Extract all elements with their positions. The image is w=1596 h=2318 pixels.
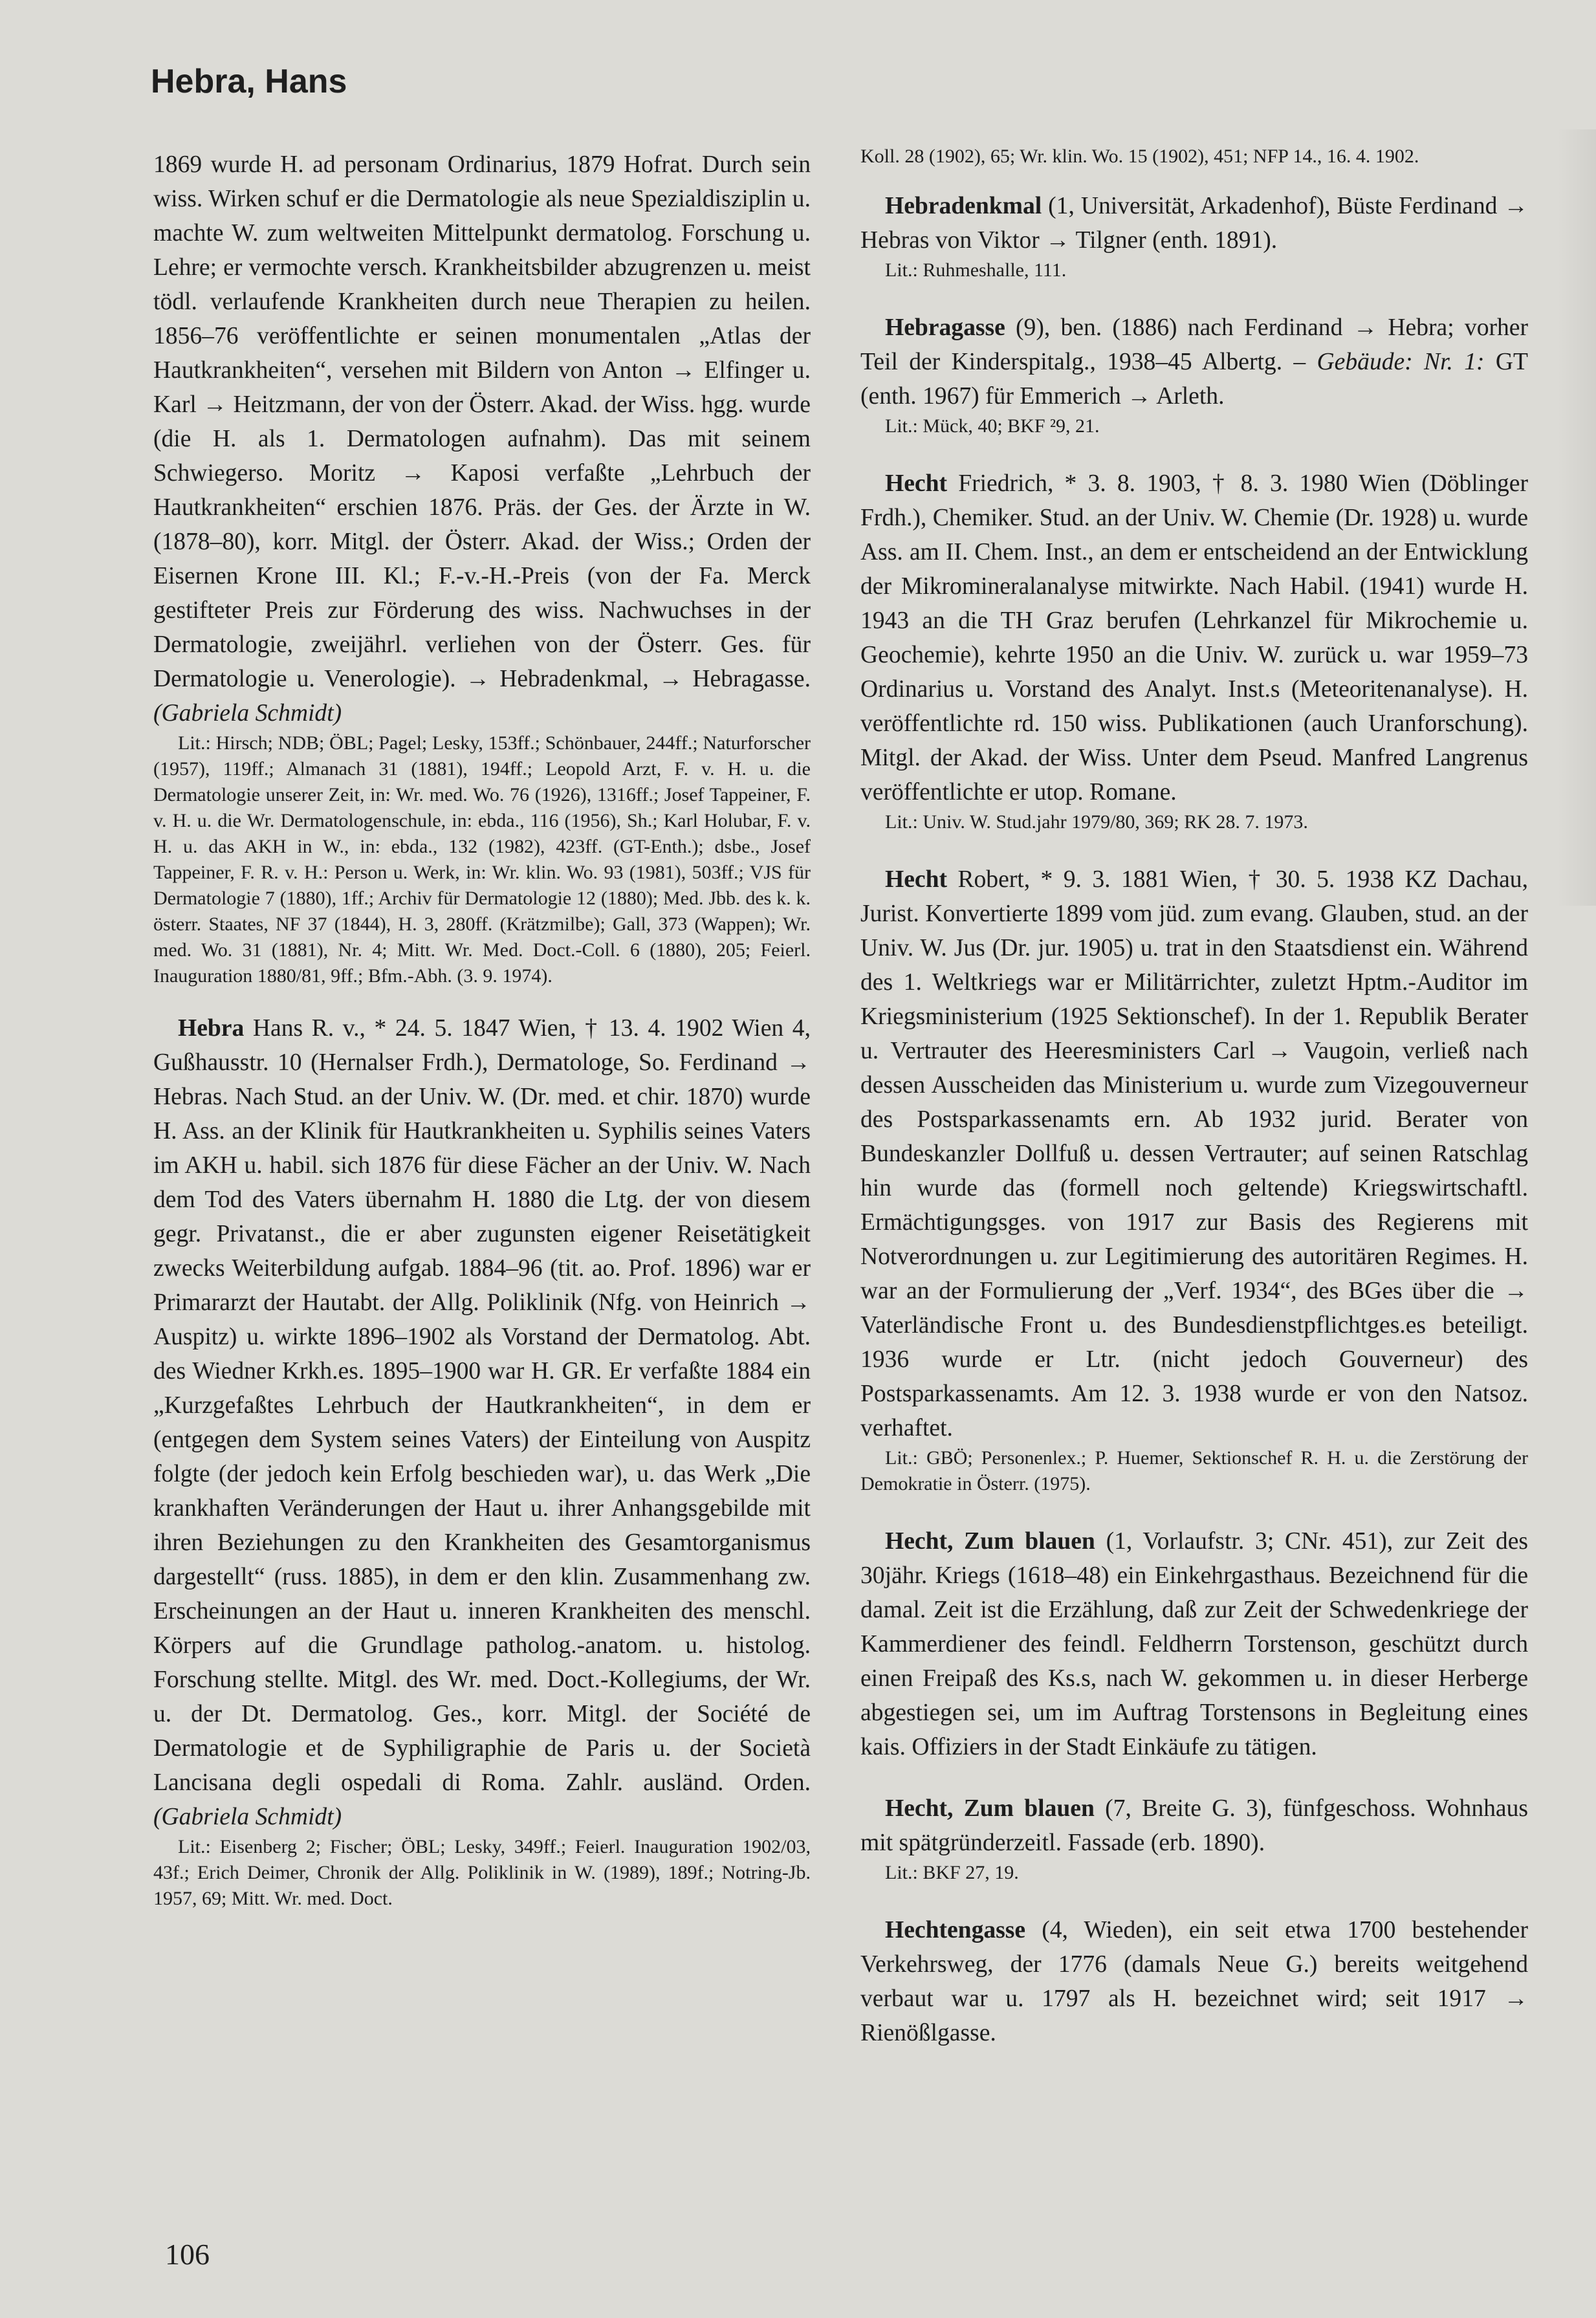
entry-hecht-zum-blauen-1: [860, 1524, 1528, 1764]
entry-hecht-zum-blauen-7: [860, 1791, 1528, 1886]
entry-text: Hecht, Zum blauen (7, Breite G. 3), fünfgeschoss. Wohnhaus mit spätgründerzeitl. Fassade (erb. 1890).: [860, 1795, 1528, 1856]
headword: Hecht: [885, 470, 948, 497]
literature-list: Lit.: Hirsch; NDB; ÖBL; Pagel; Lesky, 153ff.; Schönbauer, 244ff.; Naturforscher (1957), 119ff.; Almanach 31 (1881), 194ff.; Leopold Arzt, F. v. H. u. die Dermatologie unserer Zeit, in: Wr. med. Wo. 76 (1926), 1316ff.; Josef Tappeiner, F. v. H. u. die Wr. Dermatologenschule, in: ebda., 116 (1956), Sh.; Karl Holubar, F. v. H. u. das AKH in W., in: ebda., 132 (1982), 423ff. (GT-Enth.); dsbe., Josef Tappeiner, F. R. v. H.: Person u. Werk, in: Wr. klin. Wo. 93 (1981), 503ff.; VJS für Dermatologie 7 (1880), 1ff.; Archiv für Dermatologie 12 (1880); Med. Jbb. des k. k. österr. Staates, NF 37 (1844), H. 3, 280ff. (Krätzmilbe); Gall, 373 (Wappen); Wr. med. Wo. 31 (1881), Nr. 4; Mitt. Wr. Med. Doct.-Coll. 6 (1880), 205; Feierl. Inauguration 1880/81, 9ff.; Bfm.-Abh. (3. 9. 1974).: [153, 732, 811, 987]
author-credit: (Gabriela Schmidt): [153, 700, 342, 727]
entry-hebragasse: [860, 311, 1528, 439]
lit-label: Lit.:: [178, 732, 211, 754]
entry-text: Hechtengasse (4, Wieden), ein seit etwa 1700 bestehender Verkehrsweg, der 1776 (damals Neue G.) bereits weitgehend verbaut war u. 1797 als H. bezeichnet wird; seit 1917 → Rienößlgasse.: [860, 1917, 1528, 2046]
headword: Hechtengasse: [885, 1917, 1026, 1943]
entry-text: 1869 wurde H. ad personam Ordinarius, 1879 Hofrat. Durch sein wiss. Wirken schuf er die Dermatologie als neue Spezialdisziplin u. machte W. zum weltweiten Mittelpunkt dermatolog. Forschung u. Lehre; er vermochte versch. Krankheitsbilder abzugrenzen u. meist tödl. verlaufende Krankheiten durch neue Therapien zu heilen. 1856–76 veröffentlichte er seinen monumentalen „Atlas der Hautkrankheiten“, versehen mit Bildern von Anton → Elfinger u. Karl → Heitzmann, der von der Österr. Akad. der Wiss. hgg. wurde (die H. als 1. Dermatologen aufnahm). Das mit seinem Schwiegerso. Moritz → Kaposi verfaßte „Lehrbuch der Hautkrankheiten“ erschien 1876. Präs. der Ges. der Ärzte in W. (1878–80), korr. Mitgl. der Österr. Akad. der Wiss.; Orden der Eisernen Krone III. Kl.; F.-v.-H.-Preis (von der Fa. Merck gestifteter Preis zur Förderung des wiss. Nachwuchses in der Dermatologie, zweijährl. verliehen von der Österr. Ges. für Dermatologie u. Venerologie). → Hebradenkmal, → Hebragasse. (Gabriela Schmidt): [153, 151, 811, 727]
entry-hechtengasse: [860, 1913, 1528, 2050]
lit-label: Lit.:: [885, 415, 918, 437]
headword: Hecht, Zum blauen: [885, 1528, 1095, 1555]
literature-list: Lit.: Eisenberg 2; Fischer; ÖBL; Lesky, 349ff.; Feierl. Inauguration 1902/03, 43f.; Erich Deimer, Chronik der Allg. Poliklinik in W. (1989), 189f.; Notring-Jb. 1957, 69; Mitt. Wr. med. Doct.: [153, 1836, 811, 1909]
entry-hebra-hans: [153, 1011, 811, 1912]
lit-label: Lit.:: [178, 1836, 211, 1857]
entry-text: Hecht Friedrich, * 3. 8. 1903, † 8. 3. 1980 Wien (Döblinger Frdh.), Chemiker. Stud. an der Univ. W. Chemie (Dr. 1928) u. wurde Ass. am II. Chem. Inst., an dem er entscheidend an der Entwicklung der Mikromineralanalyse mitwirkte. Nach Habil. (1941) wurde H. 1943 an die TH Graz berufen (Lehrkanzel für Mikrochemie u. Geochemie), kehrte 1950 an die Univ. W. zurück u. war 1959–73 Ordinarius u. Vorstand des Analyt. Inst.s (Meteoritenanalyse). H. veröffentlichte rd. 150 wiss. Publikationen (auch Uranforschung). Mitgl. der Akad. der Wiss. Unter dem Pseud. Manfred Langrenus veröffentlichte er utop. Romane.: [860, 470, 1528, 805]
running-head: Hebra, Hans: [151, 63, 347, 100]
headword: Hebra: [178, 1015, 245, 1042]
entry-hecht-robert: [860, 862, 1528, 1497]
headword: Hebradenkmal: [885, 193, 1042, 219]
entry-text: Hecht Robert, * 9. 3. 1881 Wien, † 30. 5. 1938 KZ Dachau, Jurist. Konvertierte 1899 vom jüd. zum evang. Glauben, stud. an der Univ. W. Jus (Dr. jur. 1905) u. trat in den Staatsdienst ein. Während des 1. Weltkriegs war er Militärrichter, zuletzt Hptm.-Auditor im Kriegsministerium (1925 Sektionschef). In der 1. Republik Berater u. Vertrauter des Heeresministers Carl → Vaugoin, verließ nach dessen Ausscheiden das Ministerium u. wurde zum Vizegouverneur des Postsparkassenamts ern. Ab 1932 jurid. Berater von Bundeskanzler Dollfuß u. dessen Vertrauter; auf seinen Ratschlag hin wurde das (formell noch geltende) Kriegswirtschaftl. Ermächtigungsges. von 1917 zur Basis des Regierens mit Notverordnungen u. zur Legitimierung des autoritären Regimes. H. war an der Formulierung der „Verf. 1934“, des BGes über die → Vaterländische Front u. des Bundesdienstpflichtges.es beteiligt. 1936 wurde er Ltr. (nicht jedoch Gouverneur) des Postsparkassenamts. Am 12. 3. 1938 wurde er von den Natsoz. verhaftet.: [860, 866, 1528, 1441]
entry-hecht-friedrich: [860, 466, 1528, 835]
lit-label: Lit.:: [885, 1862, 918, 1883]
entry-text: Hebra Hans R. v., * 24. 5. 1847 Wien, † 13. 4. 1902 Wien 4, Gußhausstr. 10 (Hernalser Frdh.), Dermatologe, So. Ferdinand → Hebras. Nach Stud. an der Univ. W. (Dr. med. et chir. 1870) wurde H. Ass. an der Klinik für Hautkrankheiten u. Syphilis seines Vaters im AKH u. habil. sich 1876 für diese Fächer an der Univ. W. Nach dem Tod des Vaters übernahm H. 1880 die Ltg. der von diesem gegr. Privatanst., die er aber zugunsten eigener Reisetätigkeit zwecks Weiterbildung aufgab. 1884–96 (tit. ao. Prof. 1896) war er Primararzt der Hautabt. der Allg. Poliklinik (Nfg. von Heinrich → Auspitz) u. wirkte 1896–1902 als Vorstand der Dermatolog. Abt. des Wiedner Krkh.es. 1895–1900 war H. GR. Er verfaßte 1884 ein „Kurzgefaßtes Lehrbuch der Hautkrankheiten“, in dem er (entgegen dem System seines Vaters) der Einteilung von Auspitz folgte (der jedoch kein Erfolg beschieden war), u. das Werk „Die krankhaften Veränderungen der Haut u. ihrer Anhangsgebilde mit ihren Beziehungen zu den Krankheiten des Gesamtorganismus dargestellt“ (russ. 1885), in dem er den klin. Zusammenhang zw. Erscheinungen an der Haut u. inneren Krankheiten des menschl. Körpers auf die Grundlage patholog.-anatom. u. histolog. Forschung stellte. Mitgl. des Wr. med. Doct.-Kollegiums, der Wr. u. der Dt. Dermatolog. Ges., korr. Mitgl. der Société de Dermatologie et de Syphiligraphie de Paris u. der Società Lancisana degli ospedali di Roma. Zahlr. ausländ. Orden. (Gabriela Schmidt): [153, 1015, 811, 1830]
headword: Hecht: [885, 866, 948, 893]
entry-text: Hebradenkmal (1, Universität, Arkadenhof), Büste Ferdinand → Hebras von Viktor → Tilgner (enth. 1891).: [860, 193, 1528, 254]
literature-list: Lit.: Ruhmeshalle, 111.: [885, 259, 1067, 281]
building-label: Gebäude: Nr. 1:: [1317, 349, 1485, 375]
author-credit: (Gabriela Schmidt): [153, 1804, 342, 1830]
lit-label: Lit.:: [885, 1447, 918, 1469]
entry-hebra-ferdinand-continued: [153, 148, 811, 989]
page-number: 106: [165, 2238, 210, 2271]
headword: Hebragasse: [885, 314, 1005, 341]
lit-label: Lit.:: [885, 259, 918, 281]
headword: Hecht, Zum blauen: [885, 1795, 1095, 1822]
literature-list-continued: Koll. 28 (1902), 65; Wr. klin. Wo. 15 (1902), 451; NFP 14., 16. 4. 1902.: [860, 146, 1419, 167]
page-edge-shading: [1557, 129, 1596, 906]
entry-text: Hecht, Zum blauen (1, Vorlaufstr. 3; CNr. 451), zur Zeit des 30jähr. Kriegs (1618–48) ein Einkehrgasthaus. Bezeichnend für die damal. Zeit ist die Erzählung, daß zur Zeit der Schwedenkriege der Kammerdiener des feindl. Feldherrn Torstenson, geschützt durch einen Freipaß des Ks.s, nach W. gekommen u. in dieser Herberge abgestiegen sei, um im Auftrag Torstensons in Begleitung eines kais. Offiziers in der Stadt Einkäufe zu tätigen.: [860, 1528, 1528, 1760]
right-column: [860, 144, 1528, 2058]
literature-list: Lit.: BKF 27, 19.: [885, 1862, 1019, 1883]
lit-label: Lit.:: [885, 811, 918, 833]
literature-list: Lit.: GBÖ; Personenlex.; P. Huemer, Sektionschef R. H. u. die Zerstörung der Demokratie in Österr. (1975).: [860, 1447, 1528, 1494]
literature-list: Lit.: Mück, 40; BKF ²9, 21.: [885, 415, 1100, 437]
left-column: [153, 148, 811, 1919]
entry-text: Hebragasse (9), ben. (1886) nach Ferdinand → Hebra; vorher Teil der Kinderspitalg., 1938–45 Albertg. – Gebäude: Nr. 1: GT (enth. 1967) für Emmerich → Arleth.: [860, 314, 1528, 410]
entry-hebradenkmal: [860, 189, 1528, 283]
literature-list: Lit.: Univ. W. Stud.jahr 1979/80, 369; RK 28. 7. 1973.: [885, 811, 1308, 833]
